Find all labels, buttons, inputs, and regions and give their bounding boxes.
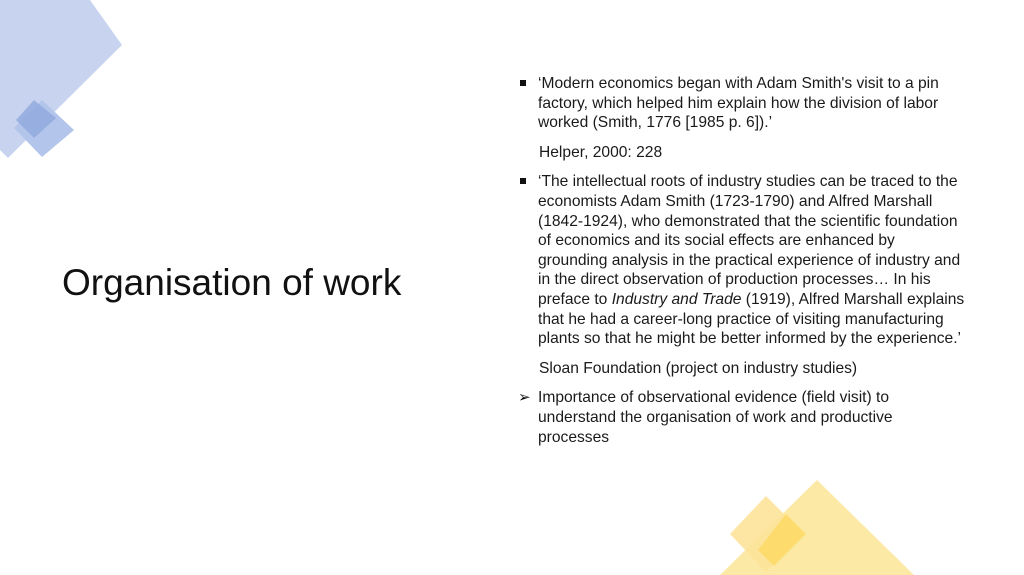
slide-content: [518, 74, 966, 457]
arrow-bullet-icon: ➢: [518, 389, 531, 407]
list-item: [518, 172, 966, 348]
citation-helper: Helper, 2000: 228: [539, 143, 663, 161]
square-bullet-icon: [520, 80, 526, 86]
decor-blue-diamonds: [0, 0, 130, 160]
book-title: Industry and Trade: [611, 290, 742, 308]
observation-point: Importance of observational evidence (field visit) to understand the organisation of work and productive processes: [538, 389, 893, 446]
list-item: [518, 74, 966, 133]
square-bullet-icon: [520, 178, 526, 184]
quote-sloan-part1: ‘The intellectual roots of industry studies can be traced to the economists Adam Smith (1723-1790) and Alfred Marshall (1842-1924), who demonstrated that the scientific foundation of economics and its social effects are enhanced by grounding analysis in the practical experience of industry and in the direct observation of production processes… In his preface to: [538, 173, 961, 308]
list-item: [518, 388, 966, 447]
quote-smith: ‘Modern economics began with Adam Smith's visit to a pin factory, which helped him explain how the division of labor worked (Smith, 1776 [1985 p. 6]).’: [538, 75, 939, 132]
quote-sloan-part2: (1919), Alfred Marshall explains that he had a career-long practice of visiting manufacturing plants so that he might be better informed by the experience.’: [538, 290, 965, 348]
citation-sloan: Sloan Foundation (project on industry studies): [539, 359, 858, 377]
decor-yellow-triangles: [720, 478, 920, 575]
slide-title: Organisation of work: [62, 262, 402, 303]
quote-sloan: [538, 173, 964, 347]
